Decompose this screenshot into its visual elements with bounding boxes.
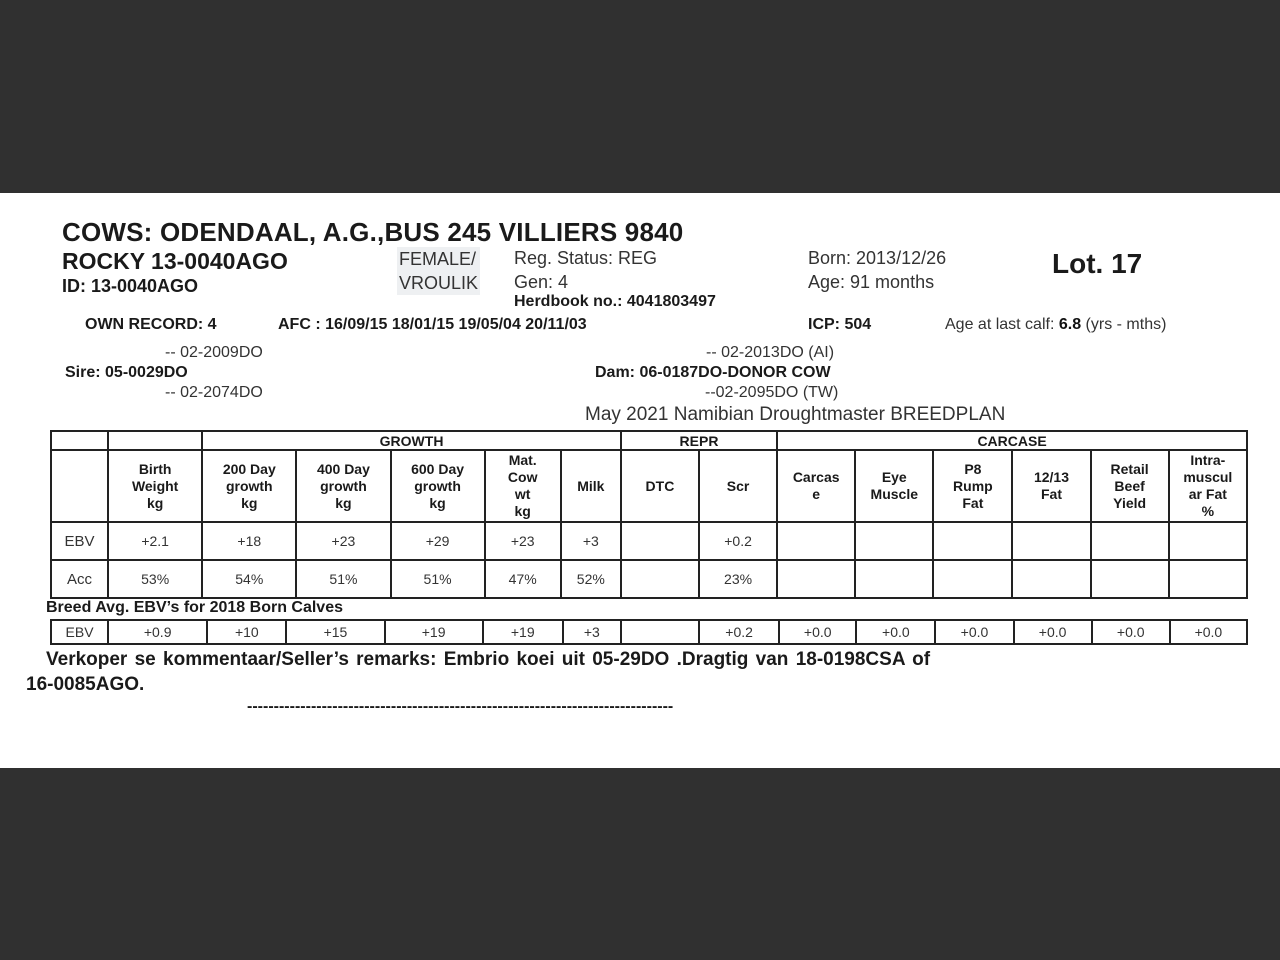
sire-dam: -- 02-2074DO — [165, 384, 263, 401]
lot-number: Lot. 17 — [1052, 248, 1143, 279]
table-cell: 47% — [485, 560, 561, 598]
table-cell: +19 — [483, 620, 563, 644]
column-header: 400 Day growth kg — [296, 450, 390, 522]
sex-label — [397, 247, 480, 295]
born-date: Born: 2013/12/26 — [808, 248, 947, 268]
repr-group: REPR — [621, 431, 777, 450]
table-cell: +0.2 — [699, 522, 777, 560]
table-cell: +15 — [286, 620, 384, 644]
table-cell: 53% — [108, 560, 202, 598]
blank-cell — [51, 431, 108, 450]
table-cell: 52% — [561, 560, 621, 598]
seller-remarks-cont: 16-0085AGO. — [26, 674, 145, 695]
animal-name: ROCKY 13-0040AGO — [62, 248, 288, 274]
table-cell — [1091, 560, 1169, 598]
breed-avg-table — [50, 619, 1248, 645]
column-header: Retail Beef Yield — [1091, 450, 1169, 522]
sire: Sire: 05-0029DO — [65, 364, 188, 381]
table-cell: +3 — [563, 620, 621, 644]
table-cell: 54% — [202, 560, 296, 598]
table-cell — [621, 522, 699, 560]
table-row — [51, 560, 1247, 598]
table-cell: +2.1 — [108, 522, 202, 560]
dashed-divider: -------------------------------------------------------------------------------- — [247, 698, 674, 715]
table-cell: +0.0 — [1014, 620, 1092, 644]
sex-line-af: VROULIK — [399, 273, 479, 293]
table-cell: +19 — [385, 620, 483, 644]
afc-dates: AFC : 16/09/15 18/01/15 19/05/04 20/11/03 — [278, 316, 587, 333]
column-header: Mat. Cow wt kg — [485, 450, 561, 522]
column-header: Eye Muscle — [855, 450, 933, 522]
column-header: Birth Weight kg — [108, 450, 202, 522]
last-calf-value: 6.8 — [1058, 316, 1082, 333]
table-cell — [1091, 522, 1169, 560]
table-cell — [855, 522, 933, 560]
table-cell: +10 — [207, 620, 286, 644]
table-cell — [933, 522, 1012, 560]
dam-sire: -- 02-2013DO (AI) — [706, 344, 835, 361]
row-label: EBV — [51, 522, 108, 560]
blank-cell — [51, 450, 108, 522]
table-cell: +0.0 — [1092, 620, 1170, 644]
growth-group: GROWTH — [202, 431, 621, 450]
table-cell: +18 — [202, 522, 296, 560]
icp: ICP: 504 — [808, 316, 872, 333]
table-cell: +0.2 — [699, 620, 779, 644]
generation: Gen: 4 — [514, 272, 569, 292]
row-label: EBV — [51, 620, 108, 644]
column-header-row — [51, 450, 1247, 522]
column-header: Carcas e — [777, 450, 855, 522]
ebv-table — [50, 430, 1248, 599]
blank-cell — [108, 431, 202, 450]
column-header: P8 Rump Fat — [933, 450, 1012, 522]
column-header: Intra- muscul ar Fat % — [1169, 450, 1247, 522]
table-row — [51, 522, 1247, 560]
last-calf-unit: (yrs - mths) — [1085, 316, 1167, 333]
table-cell: +23 — [296, 522, 390, 560]
breed-avg-title: Breed Avg. EBV’s for 2018 Born Calves — [46, 599, 343, 616]
table-cell: 23% — [699, 560, 777, 598]
sire-sire: -- 02-2009DO — [165, 344, 263, 361]
breedplan-title: May 2021 Namibian Droughtmaster BREEDPLAN — [585, 404, 1006, 425]
table-cell: +0.0 — [856, 620, 935, 644]
column-header: Scr — [699, 450, 777, 522]
column-header: 600 Day growth kg — [391, 450, 485, 522]
table-cell — [1169, 560, 1247, 598]
last-calf-label: Age at last calf: — [945, 316, 1055, 333]
column-header: Milk — [561, 450, 621, 522]
own-record: OWN RECORD: 4 — [85, 316, 217, 333]
table-cell — [1169, 522, 1247, 560]
animal-id: ID: 13-0040AGO — [62, 276, 199, 296]
dam-dam: --02-2095DO (TW) — [705, 384, 839, 401]
dam: Dam: 06-0187DO-DONOR COW — [595, 364, 831, 381]
table-cell: 51% — [296, 560, 390, 598]
table-cell: +23 — [485, 522, 561, 560]
row-label: Acc — [51, 560, 108, 598]
table-cell: +3 — [561, 522, 621, 560]
sex-line-en: FEMALE/ — [399, 249, 477, 269]
carcase-group: CARCASE — [777, 431, 1247, 450]
table-cell: +0.9 — [108, 620, 207, 644]
column-header: 12/13 Fat — [1012, 450, 1090, 522]
table-cell — [777, 560, 855, 598]
table-cell: 51% — [391, 560, 485, 598]
table-cell: +29 — [391, 522, 485, 560]
breeder-title: COWS: ODENDAAL, A.G.,BUS 245 VILLIERS 9840 — [62, 217, 684, 247]
catalogue-sheet — [0, 193, 1280, 768]
table-cell: +0.0 — [935, 620, 1013, 644]
reg-status: Reg. Status: REG — [514, 248, 658, 268]
table-cell — [855, 560, 933, 598]
table-cell — [1012, 560, 1090, 598]
herdbook-number: Herdbook no.: 4041803497 — [514, 293, 716, 310]
table-cell — [1012, 522, 1090, 560]
group-header-row — [51, 431, 1247, 450]
table-cell — [621, 620, 699, 644]
table-cell — [621, 560, 699, 598]
column-header: 200 Day growth kg — [202, 450, 296, 522]
age-at-last-calf — [945, 316, 1166, 334]
table-cell: +0.0 — [1170, 620, 1247, 644]
age: Age: 91 months — [808, 272, 935, 292]
table-cell — [933, 560, 1012, 598]
table-cell: +0.0 — [779, 620, 856, 644]
column-header: DTC — [621, 450, 699, 522]
seller-remarks: Verkoper se kommentaar/Seller’s remarks: Embrio koei uit 05-29DO .Dragtig van 18-0198CSA of — [46, 649, 931, 670]
table-row — [51, 620, 1247, 644]
table-cell — [777, 522, 855, 560]
